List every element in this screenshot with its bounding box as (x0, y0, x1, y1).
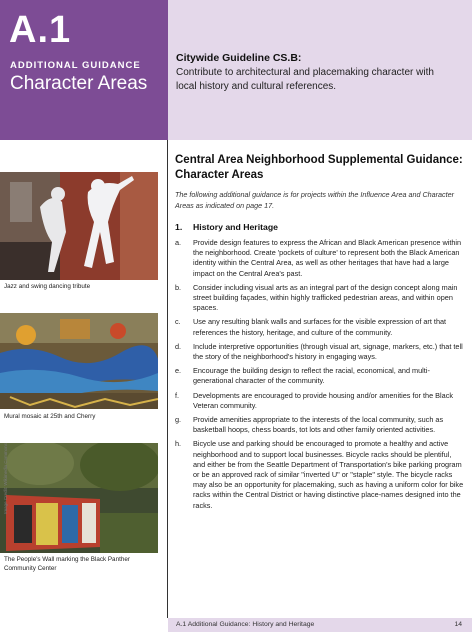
section-title: Character Areas (10, 73, 148, 94)
section-number: 1. (175, 222, 183, 232)
title-line-1: Central Area Neighborhood Supplemental Guidance: (175, 154, 463, 166)
list-item (175, 238, 465, 279)
mural-mosaic-photo (0, 313, 158, 409)
section-heading (175, 222, 465, 232)
page-footer (168, 618, 472, 632)
section-code: A.1 (9, 9, 72, 51)
citywide-guideline-block (168, 0, 472, 140)
section-heading-text: History and Heritage (193, 222, 278, 232)
item-marker: h. (175, 439, 182, 449)
item-marker: a. (175, 238, 182, 247)
citywide-guideline-title: Citywide Guideline CS.B: (176, 52, 302, 64)
photo-caption: Mural mosaic at 25th and Cherry (4, 413, 96, 420)
item-text: Bicycle use and parking should be encouraged to promote a healthy and active neighborhood and to support local businesses. Bicycle racks should be plentiful, and either be from the Seattle Department of Transportation's bike parking program or be an approved rack of similar "inverted U" or "staple" style. The bicycle racks may also be an opportunity for placemaking, such as having a uniform color for bike racks within the Central District or having distinctive place-names designed into the racks. (193, 439, 464, 510)
list-item (175, 439, 465, 510)
main-content (175, 153, 465, 515)
list-item (175, 317, 465, 337)
footer-text: A.1 Additional Guidance: History and Heritage (176, 621, 315, 628)
list-item (175, 391, 465, 411)
photo-caption: The People's Wall marking the Black Panther Community Center (4, 556, 130, 572)
item-text: Include interpretive opportunities (through visual art, signage, markers, etc.) that tell the story of the neighborhood's history in engaging ways. (193, 341, 463, 362)
list-item (175, 283, 465, 314)
item-text: Provide amenities appropriate to the interests of the local community, such as basketball hoops, chess boards, tot lots and other family oriented activities. (193, 415, 444, 435)
supplemental-guidance-title (175, 153, 465, 183)
column-divider (167, 140, 168, 618)
guidance-list (175, 238, 465, 511)
item-text: Provide design features to express the African and Black American presence within the neighborhood. Create 'pockets of culture' to represent both the Black American identity within the Central Area, as well as other heritages that have had a large impact on the Central Area's past. (193, 238, 462, 278)
page-number: 14 (454, 621, 462, 628)
citywide-guideline-text: Contribute to architectural and placemaking character with local history and cultural references. (176, 67, 434, 92)
image-credit (0, 440, 8, 520)
jazz-dance-photo (0, 172, 158, 280)
photo-caption: Jazz and swing dancing tribute (4, 283, 91, 290)
title-line-2: Character Areas (175, 169, 264, 181)
item-marker: d. (175, 341, 182, 351)
section-header-block (0, 0, 168, 140)
list-item (175, 366, 465, 386)
item-marker: f. (175, 390, 180, 400)
intro-text: The following additional guidance is for projects within the Influence Area and Character Areas as indicated on page 17. (175, 190, 455, 210)
item-marker: c. (175, 317, 181, 327)
item-marker: b. (175, 282, 182, 292)
item-text: Developments are encouraged to provide housing and/or amenities for the Black Veteran community. (193, 390, 454, 410)
item-text: Use any resulting blank walls and surfaces for the visible expression of art that references the history, heritage, and culture of the community. (193, 317, 447, 337)
item-text: Consider including visual arts as an integral part of the design concept along main street building façades, within highly trafficked pedestrian areas, and within open spaces. (193, 282, 458, 313)
item-marker: e. (175, 366, 182, 376)
section-kicker: ADDITIONAL GUIDANCE (10, 60, 141, 71)
item-marker: g. (175, 415, 182, 425)
image-credit-text: Image Credit: Wikimedia Commons (2, 443, 8, 514)
peoples-wall-photo (0, 443, 158, 553)
list-item (175, 415, 465, 435)
item-text: Encourage the building design to reflect the racial, economical, and multi-generational character of the community. (193, 366, 430, 386)
list-item (175, 342, 465, 362)
